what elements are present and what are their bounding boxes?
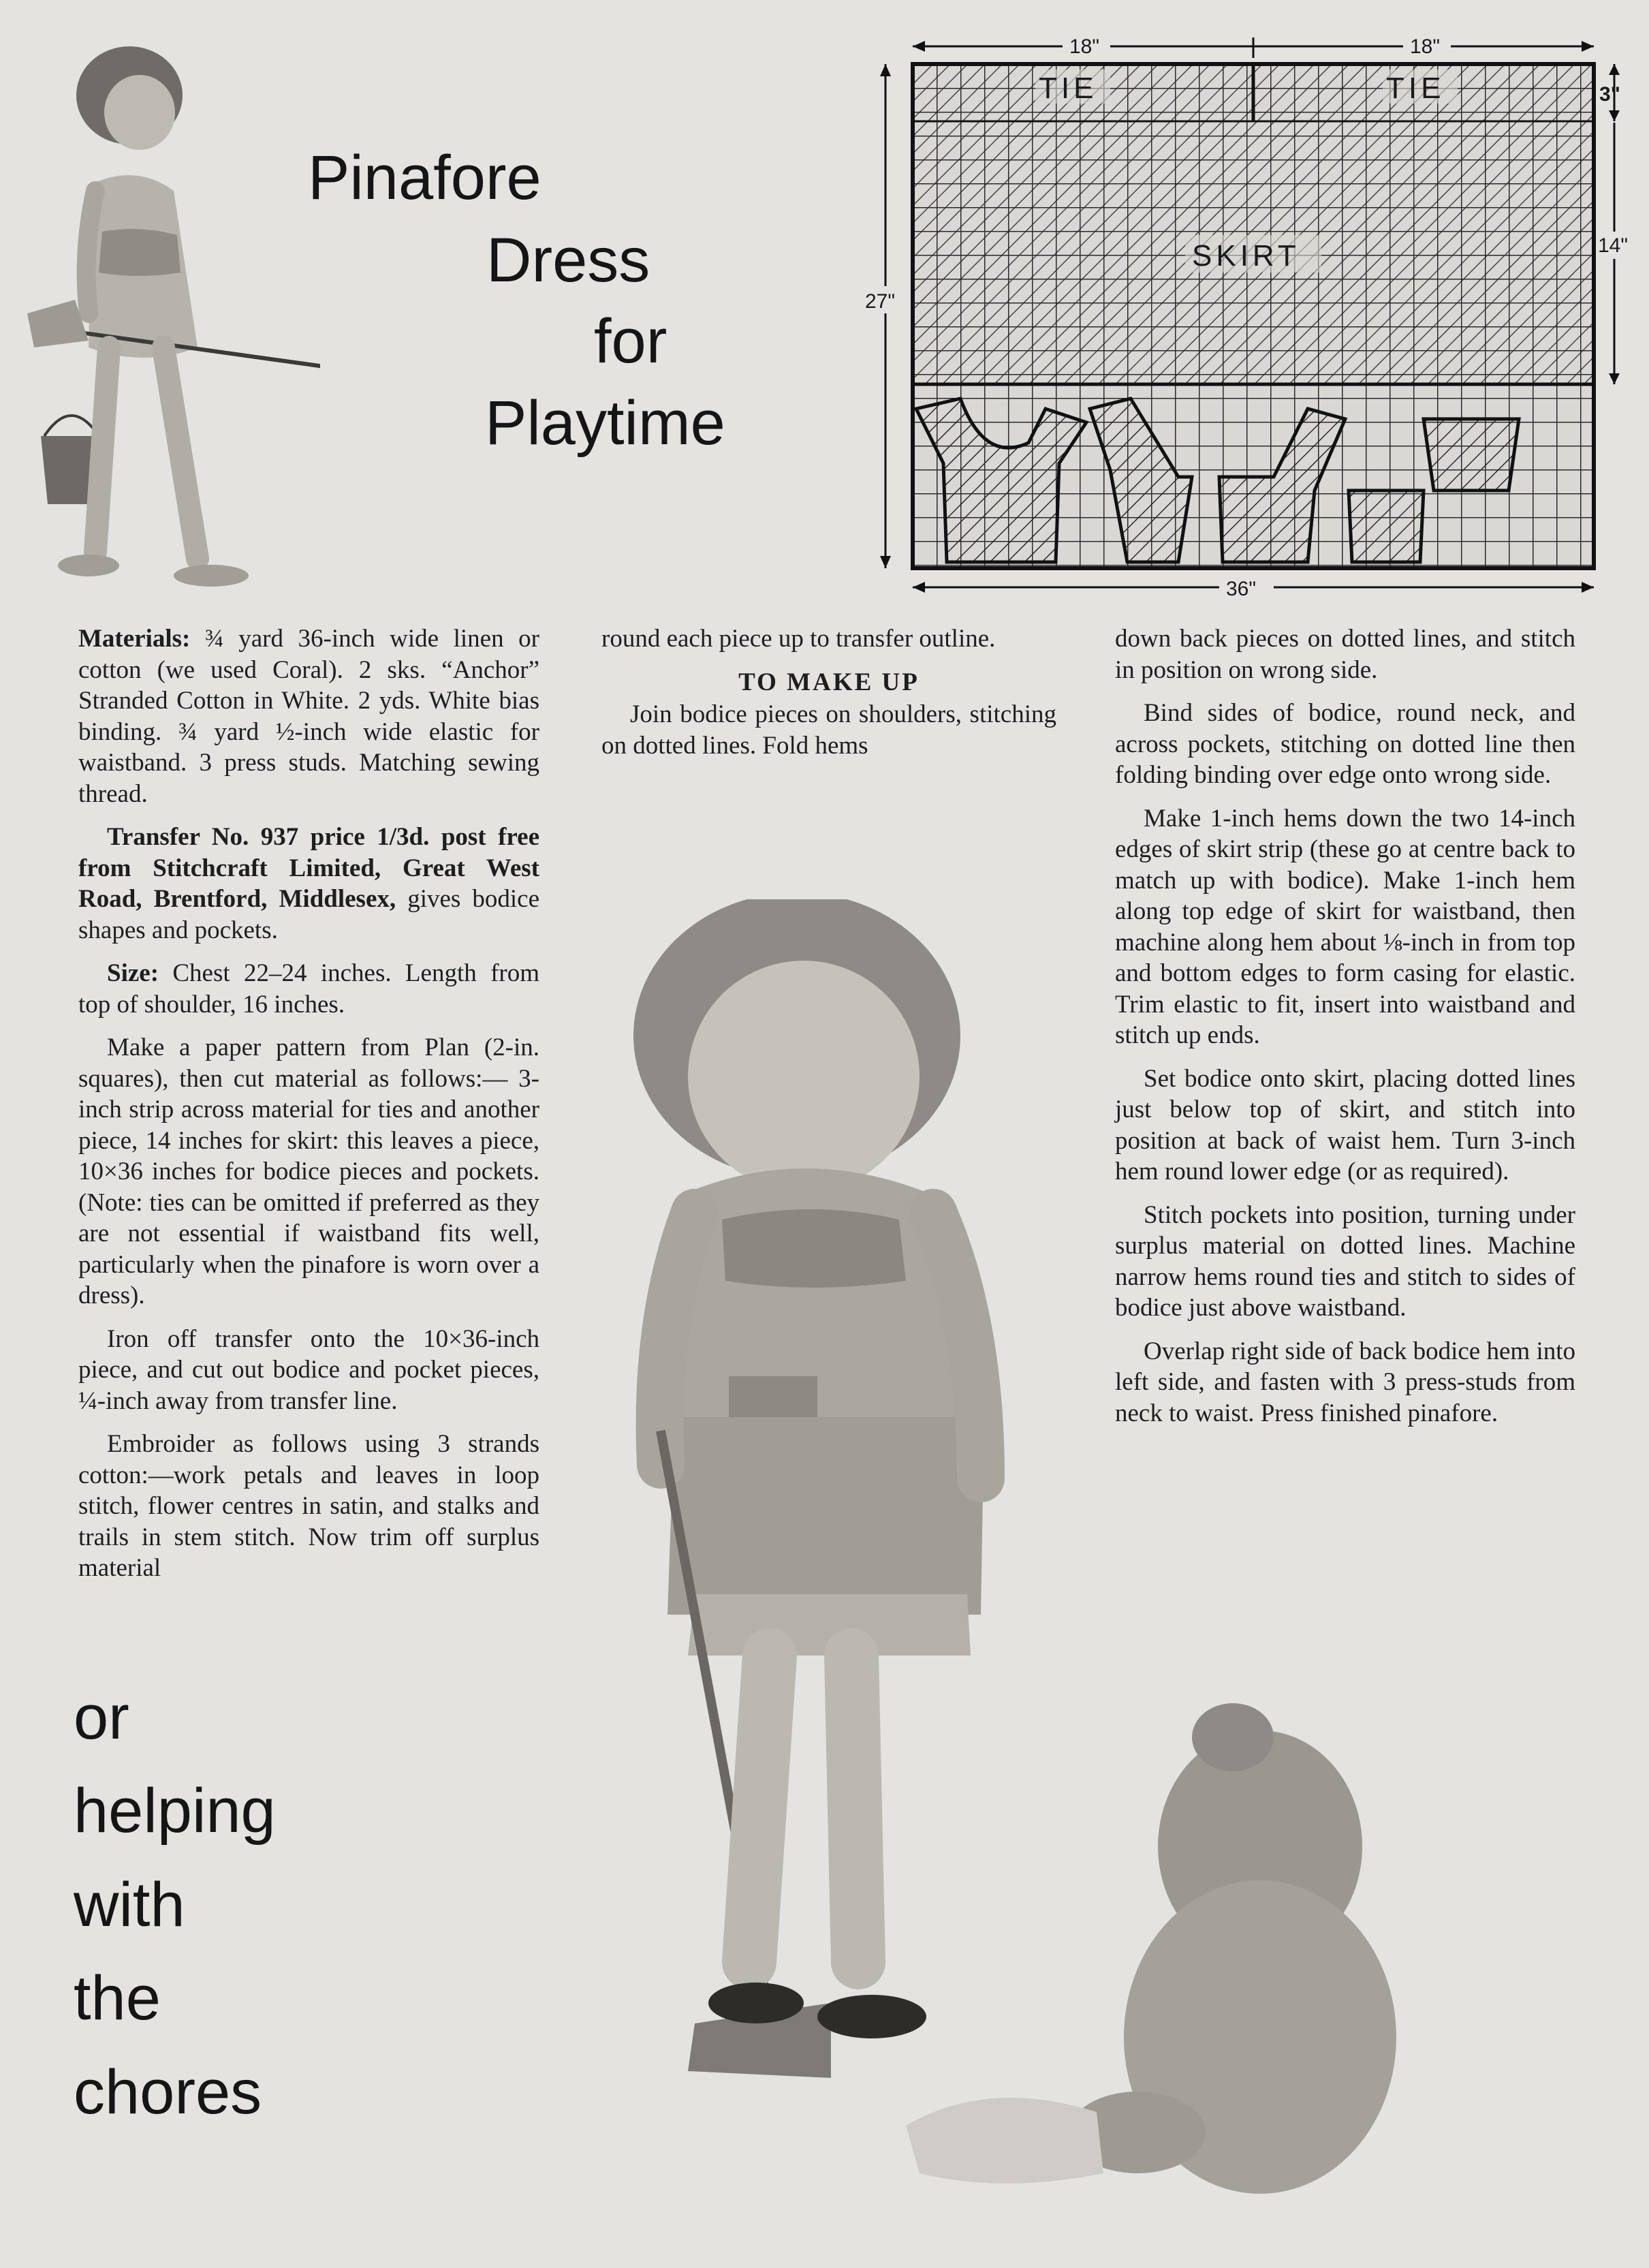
column-3 — [1115, 623, 1575, 1441]
girl-with-net-photo — [27, 27, 320, 600]
tagline-line-3: with — [74, 1870, 185, 1940]
pockets-paragraph: Stitch pockets into position, turning under surplus material on dotted lines. Machine narrow hems round ties and stitch to sides of bodice just above waistband. — [1115, 1200, 1575, 1322]
plan-tie-height: 3" — [1599, 83, 1620, 106]
size-label: Size: — [107, 959, 159, 987]
hems-paragraph: Make 1-inch hems down the two 14-inch edges of skirt strip (these go at centre back to match up with bodice). Make 1-inch hem along top edge of skirt for waistband, then machine along hem about ⅛-inch in from top and bottom edges to form casing for elastic. Trim elastic to fit, insert into waistband and stitch up ends. — [1115, 804, 1575, 1049]
materials-label: Materials: — [78, 625, 191, 653]
transfer-bold: Transfer No. 937 price 1/3d. post free from Stitchcraft Limited, Great West Road, Brentford, Middlesex, — [78, 823, 539, 913]
set-paragraph: Set bodice onto skirt, placing dotted lines just below top of skirt, and stitch into position at back of waist hem. Turn 3-inch hem round lower edge (or as required). — [1115, 1064, 1575, 1185]
teddy-bear-photo — [879, 1696, 1458, 2201]
round-paragraph: round each piece up to transfer outline. — [601, 625, 996, 653]
down-paragraph: down back pieces on dotted lines, and stitch in position on wrong side. — [1115, 625, 1575, 684]
title-line-4: Playtime — [485, 388, 725, 458]
size-text: Chest 22–24 inches. Length from top of shoulder, 16 inches. — [78, 959, 539, 1019]
join-paragraph: Join bodice pieces on shoulders, stitching on dotted lines. Fold hems — [601, 700, 1056, 760]
tagline-line-1: or — [74, 1683, 129, 1752]
materials-paragraph — [78, 623, 539, 809]
plan-width-right: 18" — [1410, 35, 1441, 58]
plan-tie-left: TIE — [1039, 72, 1098, 105]
make-up-heading: TO MAKE UP — [738, 668, 920, 696]
plan-tie-right: TIE — [1386, 72, 1445, 105]
title-line-1: Pinafore — [308, 143, 541, 213]
tagline-line-5: chores — [74, 2057, 262, 2127]
transfer-text: gives bodice shapes and pockets. — [78, 885, 539, 944]
embroider-paragraph: Embroider as follows using 3 strands cotton:—work petals and leaves in loop stitch, flower centres in satin, and stalks and trails in stem stitch. Now trim off surplus material — [78, 1430, 539, 1582]
transfer-paragraph — [78, 822, 539, 946]
overlap-paragraph: Overlap right side of back bodice hem into left side, and fasten with 3 press-studs from neck to waist. Press finished pinafore. — [1115, 1337, 1575, 1427]
tagline-line-2: helping — [74, 1776, 276, 1846]
column-1 — [78, 623, 539, 1596]
size-paragraph — [78, 958, 539, 1020]
plan-width-left: 18" — [1069, 35, 1100, 58]
title-line-3: for — [594, 307, 668, 376]
iron-paragraph: Iron off transfer onto the 10×36-inch piece, and cut out bodice and pocket pieces, ¼-inch away from transfer line. — [78, 1324, 539, 1415]
pattern-paragraph: Make a paper pattern from Plan (2-in. squares), then cut material as follows:— 3-inch strip across material for ties and another piece, 14 inches for skirt: this leaves a piece, 10×36 inches for bodice pieces and pockets. (Note: ties can be omitted if preferred as they are not essential if waistband fits well, particularly when the pinafore is worn over a dress). — [78, 1034, 539, 1309]
tagline-line-4: the — [74, 1963, 161, 2033]
plan-skirt: SKIRT — [1192, 239, 1300, 273]
bind-paragraph: Bind sides of bodice, round neck, and across pockets, stitching on dotted line then folding binding over edge onto wrong side. — [1115, 699, 1575, 789]
plan-width-total: 36" — [1226, 578, 1257, 600]
plan-skirt-height: 14" — [1598, 234, 1628, 257]
plan-height-total: 27" — [865, 290, 896, 313]
cutting-plan-diagram — [865, 27, 1628, 606]
title-line-2: Dress — [486, 226, 650, 295]
column-2 — [601, 623, 1056, 773]
materials-text: ¾ yard 36-inch wide linen or cotton (we used Coral). 2 sks. “Anchor” Stranded Cotton in White. 2 yds. White bias binding. ¾ yard ½-inch wide elastic for waistband. 3 press studs. Matching sewing thread. — [78, 625, 539, 808]
